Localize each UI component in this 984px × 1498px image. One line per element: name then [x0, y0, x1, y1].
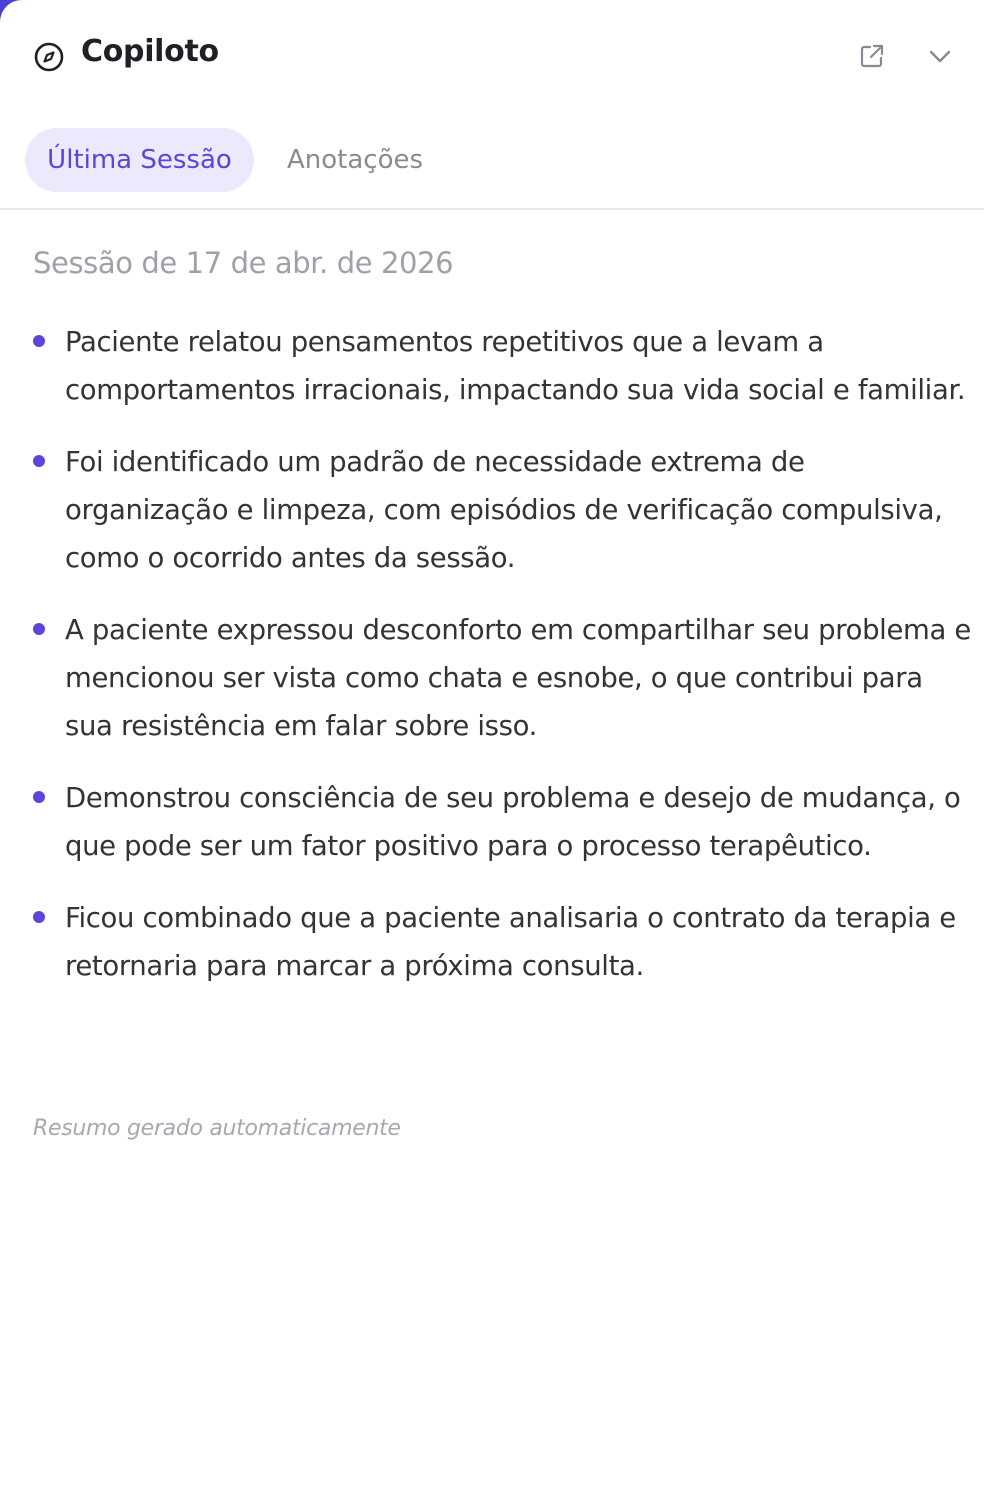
- panel-title: Copiloto: [81, 34, 219, 69]
- list-item: [0, 894, 984, 990]
- session-date: Sessão de 17 de abr. de 2026: [33, 246, 454, 280]
- list-item: [0, 438, 984, 582]
- panel-header: [0, 0, 984, 112]
- bullet-dot-icon: [33, 455, 45, 467]
- bullet-dot-icon: [33, 911, 45, 923]
- list-item: [0, 774, 984, 870]
- external-link-icon[interactable]: [858, 42, 886, 70]
- bullet-dot-icon: [33, 623, 45, 635]
- tab-last-session[interactable]: Última Sessão: [25, 128, 254, 192]
- list-item: [0, 606, 984, 750]
- tab-notes[interactable]: Anotações: [287, 145, 424, 175]
- list-item-text: Paciente relatou pensamentos repetitivos que a levam a comportamentos irracionais, impactando sua vida social e familiar.: [65, 326, 966, 406]
- bullet-dot-icon: [33, 335, 45, 347]
- list-item-text: Foi identificado um padrão de necessidade extrema de organização e limpeza, com episódios de verificação compulsiva, como o ocorrido antes da sessão.: [65, 446, 943, 574]
- chevron-down-icon[interactable]: [926, 44, 954, 68]
- bullet-dot-icon: [33, 791, 45, 803]
- compass-icon: [33, 41, 65, 73]
- list-item-text: Demonstrou consciência de seu problema e desejo de mudança, o que pode ser um fator positivo para o processo terapêutico.: [65, 782, 961, 862]
- tab-bar: [0, 112, 984, 210]
- auto-generated-note: Resumo gerado automaticamente: [33, 1116, 401, 1141]
- list-item-text: Ficou combinado que a paciente analisaria o contrato da terapia e retornaria para marcar a próxima consulta.: [65, 902, 956, 982]
- summary-list: [0, 318, 984, 1014]
- list-item: [0, 318, 984, 414]
- list-item-text: A paciente expressou desconforto em compartilhar seu problema e mencionou ser vista como chata e esnobe, o que contribui para sua resistência em falar sobre isso.: [65, 614, 971, 742]
